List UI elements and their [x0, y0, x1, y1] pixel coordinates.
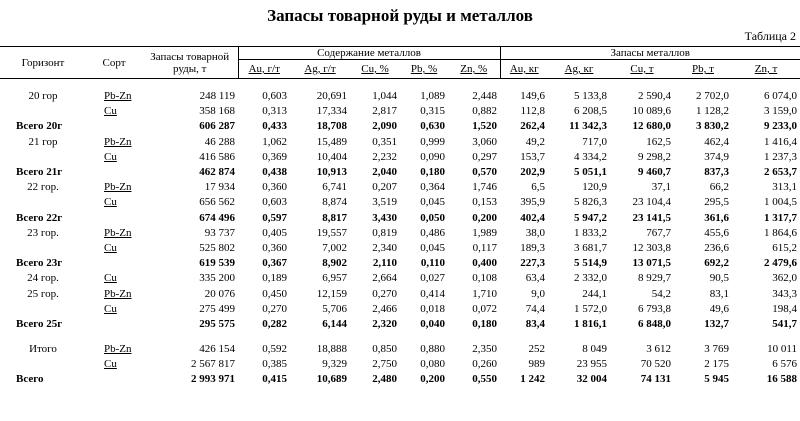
- cell-value: 8 049: [582, 343, 607, 356]
- cell-value: 0,400: [472, 257, 497, 270]
- header-metal-3: Pb, т: [674, 60, 732, 79]
- cell-value: 0,367: [262, 257, 287, 270]
- cell-value: 10 089,6: [632, 105, 671, 118]
- table-total-row: [0, 256, 800, 271]
- cell-value: 989: [528, 358, 545, 371]
- cell-value: 0,450: [262, 287, 287, 300]
- cell-value: 12 303,8: [632, 241, 671, 254]
- cell-horizon: Всего 22г: [16, 211, 63, 224]
- cell-value: 0,180: [420, 166, 445, 179]
- cell-grade: Cu: [104, 241, 117, 254]
- cell-value: 4 334,2: [574, 150, 607, 163]
- cell-value: 11 342,3: [569, 120, 607, 133]
- cell-value: 374,9: [704, 150, 729, 163]
- cell-value: 0,297: [472, 150, 497, 163]
- table-row: [0, 241, 800, 256]
- table-total-row: [0, 165, 800, 180]
- cell-value: 525 802: [199, 241, 235, 254]
- cell-horizon: 20 гор: [28, 90, 58, 103]
- cell-value: 70 520: [640, 358, 671, 371]
- cell-value: 1 004,5: [764, 196, 797, 209]
- cell-value: 0,110: [420, 257, 445, 270]
- cell-value: 66,2: [709, 181, 729, 194]
- table-row: [0, 357, 800, 372]
- cell-value: 0,385: [262, 358, 287, 371]
- cell-value: 3 769: [704, 343, 729, 356]
- cell-value: 0,351: [372, 135, 397, 148]
- cell-value: 0,369: [262, 150, 287, 163]
- cell-value: 0,200: [420, 373, 445, 386]
- cell-value: 0,315: [420, 105, 445, 118]
- cell-grade: [86, 256, 142, 271]
- cell-value: 2,480: [372, 373, 397, 386]
- cell-grade: Cu: [104, 358, 117, 371]
- cell-value: 313,1: [772, 181, 797, 194]
- cell-value: 0,592: [262, 343, 287, 356]
- cell-value: 46 288: [204, 135, 235, 148]
- cell-value: 49,2: [525, 135, 545, 148]
- cell-value: 0,045: [420, 196, 445, 209]
- cell-value: 0,603: [262, 90, 287, 103]
- cell-value: 362,0: [772, 272, 797, 285]
- cell-value: 2,750: [372, 358, 397, 371]
- table-row: [0, 135, 800, 150]
- cell-value: 0,117: [472, 241, 497, 254]
- cell-value: 3,430: [372, 211, 397, 224]
- cell-value: 2,040: [372, 166, 397, 179]
- cell-value: 2 702,0: [696, 90, 729, 103]
- cell-value: 1 864,6: [764, 226, 797, 239]
- cell-value: 0,360: [262, 241, 287, 254]
- cell-value: 2,817: [372, 105, 397, 118]
- cell-grade: [86, 317, 142, 332]
- table-total-row: [0, 317, 800, 332]
- cell-value: 402,4: [520, 211, 545, 224]
- cell-value: 6 208,5: [574, 105, 607, 118]
- cell-horizon: [0, 150, 86, 165]
- cell-value: 0,486: [420, 226, 445, 239]
- cell-value: 153,7: [520, 150, 545, 163]
- cell-value: 83,4: [525, 317, 545, 330]
- header-content-0: Au, г/т: [238, 60, 290, 79]
- cell-value: 692,2: [704, 257, 729, 270]
- cell-value: 0,200: [472, 211, 497, 224]
- header-metal-2: Cu, т: [610, 60, 674, 79]
- cell-value: 5 514,9: [574, 257, 607, 270]
- cell-horizon: Всего 20г: [16, 120, 63, 133]
- cell-value: 0,433: [262, 120, 287, 133]
- cell-value: 0,415: [262, 373, 287, 386]
- table-row: [0, 150, 800, 165]
- cell-value: 198,4: [772, 302, 797, 315]
- cell-value: 0,282: [262, 317, 287, 330]
- header-grade: Сорт: [86, 47, 142, 79]
- header-content-3: Pb, %: [400, 60, 448, 79]
- cell-value: 275 499: [199, 302, 235, 315]
- cell-value: 120,9: [582, 181, 607, 194]
- cell-value: 0,153: [472, 196, 497, 209]
- cell-value: 619 539: [199, 257, 235, 270]
- cell-value: 1,989: [472, 226, 497, 239]
- cell-value: 2,350: [472, 343, 497, 356]
- table-row: [0, 342, 800, 357]
- cell-value: 674 496: [199, 211, 235, 224]
- table-row: [0, 89, 800, 104]
- cell-value: 9 233,0: [764, 120, 797, 133]
- cell-value: 17,334: [316, 105, 347, 118]
- cell-value: 0,108: [472, 272, 497, 285]
- cell-value: 0,207: [372, 181, 397, 194]
- cell-value: 1,089: [420, 90, 445, 103]
- cell-value: 38,0: [525, 226, 545, 239]
- cell-value: 248 119: [199, 90, 235, 103]
- cell-value: 0,080: [420, 358, 445, 371]
- cell-value: 0,270: [262, 302, 287, 315]
- cell-value: 13 071,5: [632, 257, 671, 270]
- cell-value: 6 576: [772, 358, 797, 371]
- cell-value: 189,3: [520, 241, 545, 254]
- cell-value: 74 131: [640, 373, 671, 386]
- cell-value: 1 128,2: [696, 105, 729, 118]
- cell-value: 93 737: [204, 226, 235, 239]
- cell-value: 0,045: [420, 241, 445, 254]
- cell-horizon: 25 гор.: [27, 287, 59, 300]
- cell-value: 0,040: [420, 317, 445, 330]
- cell-value: 0,999: [420, 135, 445, 148]
- cell-value: 2,110: [372, 257, 397, 270]
- cell-grade: Pb-Zn: [104, 90, 132, 103]
- cell-value: 8,902: [322, 257, 347, 270]
- cell-horizon: [0, 195, 86, 210]
- cell-value: 20 076: [204, 287, 235, 300]
- cell-value: 236,6: [704, 241, 729, 254]
- cell-value: 335 200: [199, 272, 235, 285]
- cell-value: 63,4: [525, 272, 545, 285]
- cell-value: 32 004: [576, 373, 607, 386]
- cell-value: 9 460,7: [638, 166, 671, 179]
- cell-grade: Pb-Zn: [104, 226, 132, 239]
- header-reserves-line2: руды, т: [173, 62, 207, 75]
- cell-value: 6,5: [531, 181, 545, 194]
- cell-value: 6,144: [322, 317, 347, 330]
- cell-value: 1 317,7: [764, 211, 797, 224]
- cell-value: 0,180: [472, 317, 497, 330]
- cell-value: 112,8: [520, 105, 545, 118]
- cell-value: 1,044: [372, 90, 397, 103]
- cell-value: 1,710: [472, 287, 497, 300]
- cell-value: 2 332,0: [574, 272, 607, 285]
- cell-value: 2,448: [472, 90, 497, 103]
- header-metal-0: Au, кг: [500, 60, 548, 79]
- cell-value: 0,630: [420, 120, 445, 133]
- table-total-row: [0, 372, 800, 387]
- cell-value: 19,557: [316, 226, 347, 239]
- cell-value: 1 816,1: [574, 317, 607, 330]
- cell-value: 162,5: [646, 135, 671, 148]
- cell-value: 2 175: [704, 358, 729, 371]
- cell-value: 12 680,0: [632, 120, 671, 133]
- cell-value: 1,520: [472, 120, 497, 133]
- cell-grade: Cu: [104, 196, 117, 209]
- cell-value: 295 575: [199, 317, 235, 330]
- table-row: [0, 226, 800, 241]
- cell-value: 361,6: [704, 211, 729, 224]
- cell-value: 656 562: [199, 196, 235, 209]
- cell-value: 2,340: [372, 241, 397, 254]
- cell-grade: Cu: [104, 105, 117, 118]
- cell-value: 0,018: [420, 302, 445, 315]
- header-content-1: Ag, г/т: [290, 60, 350, 79]
- cell-value: 10,913: [316, 166, 347, 179]
- header-content-2: Cu, %: [350, 60, 400, 79]
- cell-grade: [86, 372, 142, 387]
- cell-value: 6 793,8: [638, 302, 671, 315]
- cell-value: 3 159,0: [764, 105, 797, 118]
- cell-value: 455,6: [704, 226, 729, 239]
- cell-grade: Pb-Zn: [104, 343, 132, 356]
- cell-value: 358 168: [199, 105, 235, 118]
- cell-value: 2,664: [372, 272, 397, 285]
- cell-value: 0,270: [372, 287, 397, 300]
- cell-value: 5,706: [322, 302, 347, 315]
- cell-value: 227,3: [520, 257, 545, 270]
- cell-grade: Cu: [104, 150, 117, 163]
- cell-value: 3,519: [372, 196, 397, 209]
- cell-value: 295,5: [704, 196, 729, 209]
- cell-grade: [86, 211, 142, 226]
- cell-horizon: 24 гор.: [27, 272, 59, 285]
- reserves-table: [0, 46, 800, 388]
- cell-value: 9,0: [531, 287, 545, 300]
- cell-value: 606 287: [199, 120, 235, 133]
- cell-value: 462,4: [704, 135, 729, 148]
- cell-value: 0,882: [472, 105, 497, 118]
- cell-value: 0,570: [472, 166, 497, 179]
- cell-value: 54,2: [651, 287, 671, 300]
- cell-value: 0,597: [262, 211, 287, 224]
- cell-horizon: 22 гор.: [27, 181, 59, 194]
- cell-value: 0,090: [420, 150, 445, 163]
- cell-value: 5 826,3: [574, 196, 607, 209]
- cell-value: 837,3: [704, 166, 729, 179]
- cell-value: 0,260: [472, 358, 497, 371]
- cell-value: 2 590,4: [638, 90, 671, 103]
- cell-value: 1 572,0: [574, 302, 607, 315]
- cell-horizon: Всего 23г: [16, 257, 63, 270]
- cell-value: 2,320: [372, 317, 397, 330]
- cell-value: 49,6: [709, 302, 729, 315]
- cell-value: 83,1: [709, 287, 729, 300]
- cell-value: 0,414: [420, 287, 445, 300]
- cell-value: 0,313: [262, 105, 287, 118]
- cell-horizon: [0, 302, 86, 317]
- table-row: [0, 180, 800, 195]
- cell-value: 74,4: [525, 302, 545, 315]
- cell-value: 6 074,0: [764, 90, 797, 103]
- cell-grade: Cu: [104, 302, 117, 315]
- cell-value: 18,708: [316, 120, 347, 133]
- cell-value: 9,329: [322, 358, 347, 371]
- table-row: [0, 104, 800, 119]
- cell-value: 1 833,2: [574, 226, 607, 239]
- cell-value: 0,189: [262, 272, 287, 285]
- cell-value: 9 298,2: [638, 150, 671, 163]
- table-total-row: [0, 119, 800, 134]
- cell-horizon: 23 гор.: [27, 226, 59, 239]
- cell-horizon: [0, 357, 86, 372]
- cell-value: 8,817: [322, 211, 347, 224]
- cell-value: 615,2: [772, 241, 797, 254]
- cell-value: 23 955: [576, 358, 607, 371]
- cell-value: 23 141,5: [632, 211, 671, 224]
- cell-horizon: 21 гор: [28, 135, 58, 148]
- cell-value: 2 567 817: [191, 358, 235, 371]
- table-total-row: [0, 211, 800, 226]
- cell-value: 16 588: [766, 373, 797, 386]
- cell-value: 0,550: [472, 373, 497, 386]
- cell-value: 3 612: [646, 343, 671, 356]
- cell-value: 262,4: [520, 120, 545, 133]
- cell-value: 6 848,0: [638, 317, 671, 330]
- cell-value: 5 051,1: [574, 166, 607, 179]
- header-metal-4: Zn, т: [732, 60, 800, 79]
- cell-horizon: Всего 21г: [16, 166, 63, 179]
- cell-value: 0,819: [372, 226, 397, 239]
- cell-value: 244,1: [582, 287, 607, 300]
- header-content-4: Zn, %: [448, 60, 500, 79]
- cell-value: 717,0: [582, 135, 607, 148]
- table-row: [0, 302, 800, 317]
- header-reserves-line1: Запасы товарной: [150, 50, 230, 63]
- cell-value: 0,027: [420, 272, 445, 285]
- cell-value: 0,850: [372, 343, 397, 356]
- cell-horizon: [0, 104, 86, 119]
- cell-grade: [86, 119, 142, 134]
- table-row: [0, 195, 800, 210]
- cell-horizon: Итого: [29, 343, 57, 356]
- cell-value: 0,603: [262, 196, 287, 209]
- cell-value: 18,888: [316, 343, 347, 356]
- cell-value: 426 154: [199, 343, 235, 356]
- table-number-label: Таблица 2: [744, 29, 796, 43]
- cell-value: 1 242: [520, 373, 545, 386]
- cell-value: 23 104,4: [632, 196, 671, 209]
- cell-value: 6,957: [322, 272, 347, 285]
- cell-value: 767,7: [646, 226, 671, 239]
- header-metal-reserves: Запасы металлов: [500, 47, 800, 60]
- cell-value: 12,159: [316, 287, 347, 300]
- cell-value: 2,232: [372, 150, 397, 163]
- cell-value: 1,062: [262, 135, 287, 148]
- cell-value: 3 681,7: [574, 241, 607, 254]
- cell-value: 0,072: [472, 302, 497, 315]
- cell-value: 2 653,7: [764, 166, 797, 179]
- cell-value: 5 133,8: [574, 90, 607, 103]
- cell-grade: Pb-Zn: [104, 135, 132, 148]
- cell-grade: Pb-Zn: [104, 287, 132, 300]
- cell-value: 541,7: [772, 317, 797, 330]
- cell-value: 0,360: [262, 181, 287, 194]
- cell-value: 0,438: [262, 166, 287, 179]
- cell-value: 0,050: [420, 211, 445, 224]
- cell-value: 10,404: [316, 150, 347, 163]
- table-title: Запасы товарной руды и металлов: [267, 6, 533, 25]
- cell-value: 8,874: [322, 196, 347, 209]
- cell-value: 3,060: [472, 135, 497, 148]
- cell-value: 2,466: [372, 302, 397, 315]
- cell-value: 3 830,2: [696, 120, 729, 133]
- cell-value: 5 945: [704, 373, 729, 386]
- cell-value: 149,6: [520, 90, 545, 103]
- cell-value: 15,489: [316, 135, 347, 148]
- cell-value: 132,7: [704, 317, 729, 330]
- cell-grade: Pb-Zn: [104, 181, 132, 194]
- cell-value: 1,746: [472, 181, 497, 194]
- cell-value: 462 874: [199, 166, 235, 179]
- table-row: [0, 271, 800, 286]
- cell-value: 2 993 971: [191, 373, 235, 386]
- cell-value: 90,5: [709, 272, 729, 285]
- cell-value: 10,689: [316, 373, 347, 386]
- cell-value: 17 934: [204, 181, 235, 194]
- cell-value: 20,691: [316, 90, 347, 103]
- cell-horizon: Всего: [16, 373, 44, 386]
- header-reserves: [142, 47, 238, 79]
- cell-value: 1 416,4: [764, 135, 797, 148]
- header-metal-content: Содержание металлов: [238, 47, 500, 60]
- cell-value: 2 479,6: [764, 257, 797, 270]
- cell-value: 0,880: [420, 343, 445, 356]
- cell-value: 2,090: [372, 120, 397, 133]
- cell-value: 37,1: [651, 181, 671, 194]
- cell-value: 0,405: [262, 226, 287, 239]
- cell-horizon: Всего 25г: [16, 317, 63, 330]
- header-metal-1: Ag, кг: [548, 60, 610, 79]
- table-row: [0, 286, 800, 301]
- cell-grade: Cu: [104, 272, 117, 285]
- cell-value: 6,741: [322, 181, 347, 194]
- cell-value: 395,9: [520, 196, 545, 209]
- cell-value: 10 011: [767, 343, 797, 356]
- header-horizon: Горизонт: [0, 47, 86, 79]
- cell-value: 416 586: [199, 150, 235, 163]
- cell-value: 202,9: [520, 166, 545, 179]
- cell-value: 8 929,7: [638, 272, 671, 285]
- cell-value: 5 947,2: [574, 211, 607, 224]
- cell-value: 252: [528, 343, 545, 356]
- cell-value: 1 237,3: [764, 150, 797, 163]
- cell-value: 0,364: [420, 181, 445, 194]
- cell-value: 7,002: [322, 241, 347, 254]
- cell-value: 343,3: [772, 287, 797, 300]
- cell-grade: [86, 165, 142, 180]
- cell-horizon: [0, 241, 86, 256]
